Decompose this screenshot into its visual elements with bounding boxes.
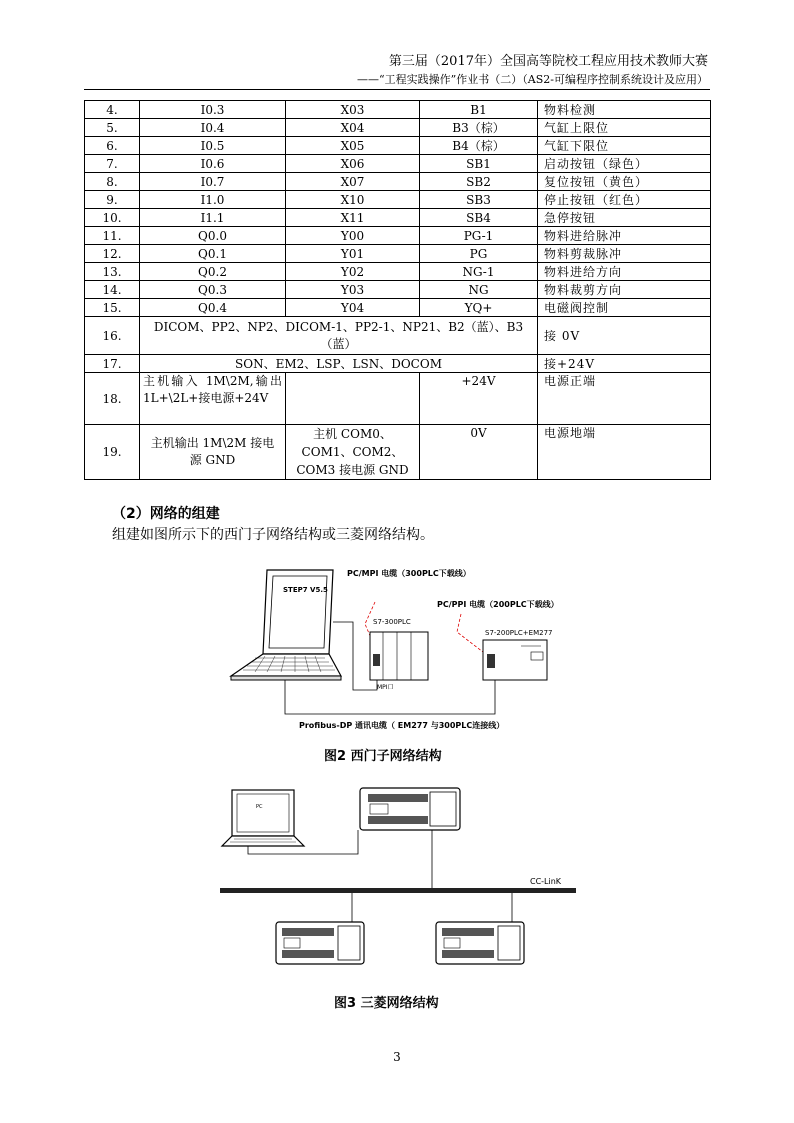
s7-300-label: S7-300PLC [373,618,411,626]
mpi-cable-label: PC/MPI 电缆（300PLC下载线） [347,569,471,578]
row-device: SB4 [420,209,538,227]
row-no: 18. [85,373,140,425]
row-no: 13. [85,263,140,281]
pc-label: PC [256,804,263,810]
row-no: 8. [85,173,140,191]
row-siemens: 主机输入 1M\2M,输出 1L+\2L+接电源+24V [140,373,286,425]
row-desc: 停止按钮（红色） [538,191,711,209]
cc-link-bus [220,888,576,893]
row-desc: 电源正端 [538,373,711,425]
row-voltage: 0V [420,425,538,480]
row-desc: 气缸上限位 [538,119,711,137]
io-table [84,100,711,480]
mitsubishi-network-figure [218,782,582,974]
table-row [85,373,711,425]
row-no: 5. [85,119,140,137]
header-title: 第三届（2017年）全国高等院校工程应用技术教师大赛 [388,54,708,69]
table-row [85,227,711,245]
row-device: YQ+ [420,299,538,317]
mpi-port-label: MPI口 [377,684,394,691]
s7-200-plc-icon [483,640,547,680]
table-row [85,317,711,355]
table-row [85,173,711,191]
table-row [85,155,711,173]
row-desc: 气缸下限位 [538,137,711,155]
laptop-icon [222,790,304,846]
row-desc: 电磁阀控制 [538,299,711,317]
row-desc: 接+24V [538,355,711,373]
row-mitsubishi: Y01 [286,245,420,263]
row-siemens: I1.1 [140,209,286,227]
table-row [85,245,711,263]
row-no: 17. [85,355,140,373]
fig2-caption: 图2 西门子网络结构 [324,749,442,764]
row-device: PG [420,245,538,263]
s7-200-label: S7-200PLC+EM277 [485,629,553,637]
row-siemens: I0.5 [140,137,286,155]
row-device: SB2 [420,173,538,191]
row-voltage: +24V [420,373,538,425]
row-siemens: I0.4 [140,119,286,137]
row-no: 9. [85,191,140,209]
section-text: 组建如图所示下的西门子网络结构或三菱网络结构。 [112,527,434,543]
header-subtitle: ——“工程实践操作”作业书（二）（AS2-可编程序控制系统设计及应用） [357,73,708,86]
table-row [85,101,711,119]
row-desc: 物料裁剪方向 [538,281,711,299]
table-row [85,299,711,317]
row-mitsubishi: Y04 [286,299,420,317]
row-siemens: I0.3 [140,101,286,119]
row-desc: 物料检测 [538,101,711,119]
row-mitsubishi: Y03 [286,281,420,299]
table-row [85,191,711,209]
header-rule [84,89,710,90]
s7-300-plc-icon [370,632,428,680]
table-row [85,137,711,155]
row-signals: SON、EM2、LSP、LSN、DOCOM [140,355,538,373]
row-device: B4（棕） [420,137,538,155]
row-device: B3（棕） [420,119,538,137]
row-device: NG-1 [420,263,538,281]
row-siemens: Q0.1 [140,245,286,263]
row-siemens: Q0.0 [140,227,286,245]
row-no: 10. [85,209,140,227]
table-row [85,355,711,373]
row-mitsubishi [286,373,420,425]
master-plc-icon [360,788,460,830]
row-siemens: I0.7 [140,173,286,191]
bus-label: CC-LinK [530,877,562,886]
profibus-label: Profibus-DP 通讯电缆（ EM277 与300PLC连接线） [299,721,505,730]
row-no: 19. [85,425,140,480]
row-mitsubishi: X05 [286,137,420,155]
siemens-network-figure [225,562,585,740]
slave-plc-2-icon [436,922,524,964]
row-mitsubishi: X10 [286,191,420,209]
table-row [85,209,711,227]
row-desc: 急停按钮 [538,209,711,227]
row-mitsubishi: X06 [286,155,420,173]
row-no: 6. [85,137,140,155]
row-siemens: Q0.2 [140,263,286,281]
row-mitsubishi: Y00 [286,227,420,245]
row-siemens: 主机输出 1M\2M 接电源 GND [140,425,286,480]
row-mitsubishi: X03 [286,101,420,119]
row-desc: 接 0V [538,317,711,355]
table-row [85,263,711,281]
row-mitsubishi: X11 [286,209,420,227]
section-title: （2）网络的组建 [112,506,220,522]
row-no: 4. [85,101,140,119]
row-device: SB1 [420,155,538,173]
row-no: 11. [85,227,140,245]
row-no: 14. [85,281,140,299]
row-no: 16. [85,317,140,355]
row-siemens: Q0.3 [140,281,286,299]
table-row [85,425,711,480]
row-siemens: I0.6 [140,155,286,173]
page-number: 3 [393,1050,401,1064]
row-mitsubishi: X07 [286,173,420,191]
row-mitsubishi: Y02 [286,263,420,281]
row-device: B1 [420,101,538,119]
row-no: 7. [85,155,140,173]
slave-plc-1-icon [276,922,364,964]
fig3-caption: 图3 三菱网络结构 [334,996,439,1011]
row-signals: DICOM、PP2、NP2、DICOM-1、PP2-1、NP21、B2（蓝）、B3（蓝） [140,317,538,355]
row-no: 15. [85,299,140,317]
row-desc: 电源地端 [538,425,711,480]
ppi-cable-label: PC/PPI 电缆（200PLC下载线） [437,600,559,609]
row-device: PG-1 [420,227,538,245]
row-no: 12. [85,245,140,263]
row-device: NG [420,281,538,299]
row-mitsubishi: X04 [286,119,420,137]
row-desc: 启动按钮（绿色） [538,155,711,173]
io-table-extra [85,317,711,480]
row-desc: 物料剪裁脉冲 [538,245,711,263]
table-row [85,119,711,137]
table-row [85,281,711,299]
row-desc: 物料进给方向 [538,263,711,281]
row-siemens: I1.0 [140,191,286,209]
row-desc: 复位按钮（黄色） [538,173,711,191]
row-mitsubishi: 主机 COM0、COM1、COM2、COM3 接电源 GND [286,425,420,480]
row-device: SB3 [420,191,538,209]
screen-text: STEP7 V5.5 [283,586,328,594]
io-table-body [85,101,711,317]
row-desc: 物料进给脉冲 [538,227,711,245]
row-siemens: Q0.4 [140,299,286,317]
